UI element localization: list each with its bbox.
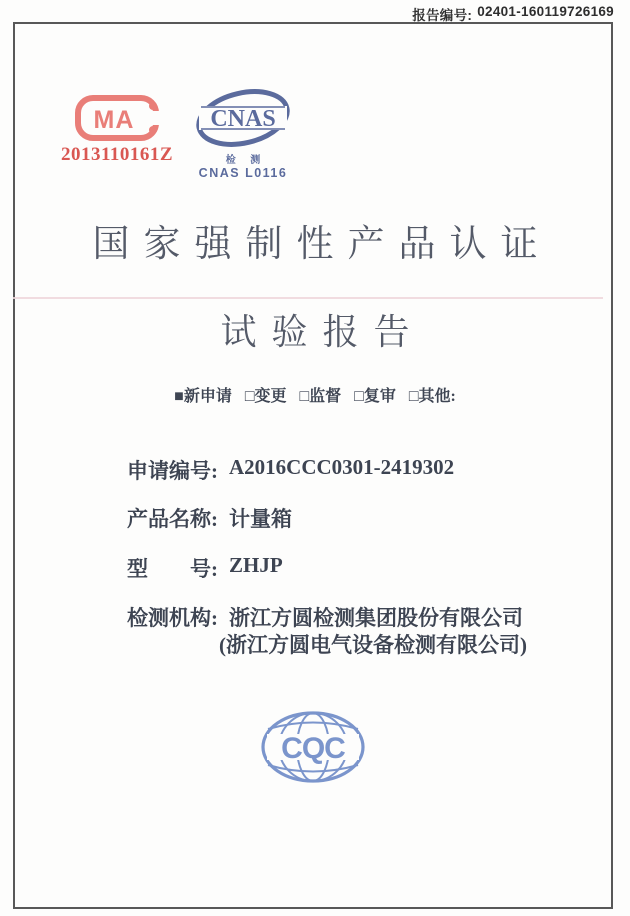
cma-logo-icon [58,94,176,142]
field-application-no-label: 申请编号: [127,459,218,483]
field-model [127,553,283,583]
cqc-logo-icon [257,710,369,784]
cnas-number: CNAS L0116 [198,166,288,180]
report-number-label: 报告编号: [412,8,473,23]
cnas-subtitle: 检 测 [225,155,267,166]
field-model-label: 型 号: [127,557,218,581]
field-test-org-value: 浙江方圆检测集团股份有限公司 [229,606,523,630]
scan-artifact-line [13,297,603,299]
checkbox-new-application: ■新申请 [174,388,232,405]
cma-logo-block [58,94,176,166]
report-number [412,4,614,24]
svg-text:CNAS: CNAS [210,106,276,132]
field-product-name [127,503,292,533]
field-product-name-value: 计量箱 [229,507,292,531]
field-model-value: ZHJP [229,553,283,577]
svg-text:MA: MA [93,106,135,134]
field-test-org-label: 检测机构: [127,606,218,630]
cnas-logo-icon [193,88,293,148]
cnas-logo-block [193,88,293,180]
checkbox-review: □复审 [354,388,396,405]
application-type-row [0,383,630,406]
checkbox-change: □变更 [244,388,287,405]
field-test-org-line2 [219,629,527,659]
checkbox-supervision: □监督 [299,388,342,405]
main-title: 国家强制性产品认证 [92,224,552,265]
field-test-org-value2: (浙江方圆电气设备检测有限公司) [219,633,527,657]
field-application-no [127,455,454,485]
svg-text:CQC: CQC [281,732,345,765]
field-test-org [127,602,523,632]
field-application-no-value: A2016CCC0301-2419302 [229,455,455,479]
cqc-logo-block [257,710,369,784]
cma-code: 2013110161Z [60,144,174,165]
sub-title: 试验报告 [220,312,425,352]
report-number-value: 02401-160119726169 [477,4,614,19]
field-product-name-label: 产品名称: [127,507,218,531]
checkbox-other: □其他: [408,388,456,405]
